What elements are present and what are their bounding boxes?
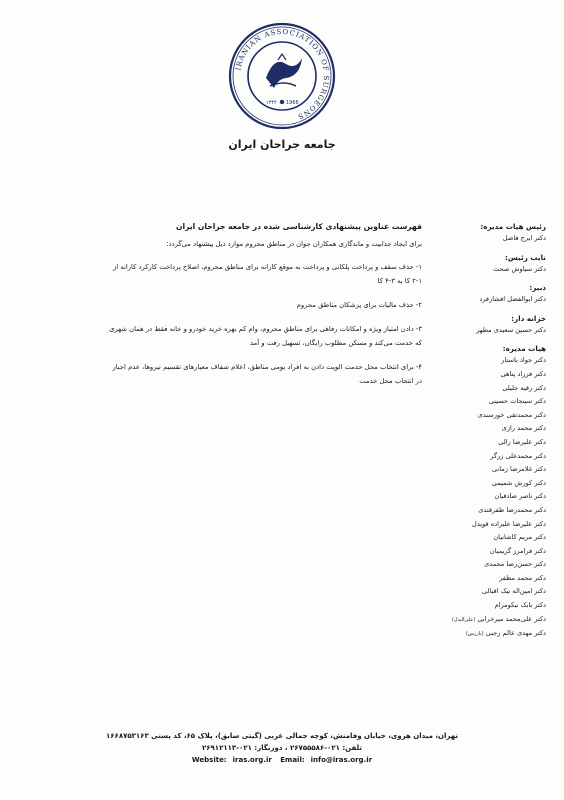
- website-label: Website:: [191, 756, 227, 764]
- board-member: دکتر فرامرز گریمیان: [489, 546, 546, 555]
- board-head-name: دکتر ایرج فاضل: [502, 234, 546, 242]
- vice-name: دکتر سیاوش صحت: [493, 264, 546, 273]
- footer-phones: تلفن: ۰۲۱-۲۶۷۵۵۵۸۶ ، دورنگار: ۰۲۱-۲۶۹۱۲۱۱۳: [201, 744, 362, 752]
- board-member: دکتر فرزاد پناهی: [500, 369, 546, 378]
- email-label: Email:: [280, 756, 305, 764]
- footer-contacts: [0, 754, 564, 766]
- treasurer-name: دکتر حسین سعیدی مطهر: [476, 325, 546, 334]
- board-member: دکتر بابک نیکومرام: [494, 601, 546, 610]
- board-member: دکتر محمدعلی زرگر: [490, 451, 546, 460]
- board-member: دکتر محمدتقی خورسندی: [477, 410, 546, 419]
- letterhead-footer: [0, 730, 564, 766]
- proposal-item: ۴- برای انتخاب محل خدمت الویت دادن به افراد بومی مناطق، اعلام شفاف معیارهای تقسیم نیروها، عدم اجبار در انتخاب محل خدمت: [112, 363, 422, 385]
- letter-body: [104, 222, 422, 398]
- board-member: دکتر حسن‌رضا محمدی: [484, 560, 546, 569]
- secretary-name: دکتر ابوالفضل افشارفرد: [479, 295, 546, 304]
- board-member: دکتر علیرضا زالی: [498, 437, 546, 446]
- board-member: دکتر محمدرضا ظفرقندی: [478, 505, 546, 514]
- footer-address: تهران، میدان هروی، خیابان وفامنش، کوچه جمالی غربی (گیتی سابق)، پلاک ۶۵، کد پستی ۱۶۶۸۷۵۳۱۶۳: [106, 732, 458, 740]
- proposal-item: ۱- حذف سقف و پرداخت پلکانی و پرداخت به موقع کارانه برای مناطق محروم، اصلاح پرداخت کارکرد کارانه از ۱-۲ کا به ۳-۴ کا: [113, 263, 422, 285]
- vice-title: نایب رئیس:: [504, 252, 546, 262]
- alternate-member-name: دکتر علی‌محمد میرخرابی: [477, 614, 546, 623]
- treasurer-title: خزانه دار:: [511, 313, 546, 323]
- inspector-member-note: (بازرس): [465, 631, 484, 638]
- seal-text: IRANIAN ASSOCIATION OF SURGEONS: [234, 27, 331, 121]
- board-member: دکتر علیرضا علیزاده قویدل: [472, 519, 546, 528]
- board-member: دکتر محمد مظفر: [499, 573, 546, 582]
- board-member: دکتر امین‌اله نیک اقبالی: [482, 587, 546, 596]
- inspector-member-name: دکتر مهدی عالم رجبی: [485, 629, 546, 638]
- board-member: دکتر محمد رازی: [501, 424, 546, 433]
- email-link[interactable]: info@iras.org.ir: [310, 756, 373, 764]
- inspector-member: [434, 627, 546, 642]
- board-member: دکتر کورش شمیمی: [491, 478, 546, 487]
- alternate-member: [434, 613, 546, 628]
- board-sidebar: [434, 222, 546, 642]
- association-logo: [226, 20, 338, 132]
- emblem-icon: [266, 54, 302, 88]
- board-head-title: رئیس هیات مدیره:: [480, 222, 546, 231]
- seal-year-right: 1966: [286, 100, 299, 106]
- board-members-list: [434, 354, 546, 641]
- board-member: دکتر غلامرضا زمانی: [491, 465, 546, 474]
- board-member: دکتر سینجات حسینی: [488, 397, 546, 406]
- board-member: دکتر ناصر صادقیان: [494, 492, 546, 501]
- website-link[interactable]: iras.org.ir: [232, 756, 272, 764]
- letter-title: فهرست عناوین پیشنهادی کارشناسی شده در جامعه جراحان ایران: [175, 222, 422, 231]
- board-member: دکتر مریم کاشانیان: [493, 533, 546, 542]
- secretary-title: دبیر:: [529, 283, 546, 293]
- board-member: دکتر جواد باستار: [501, 356, 546, 365]
- board-member: دکتر رقیه جلیلی: [502, 383, 546, 392]
- alternate-member-note: (علی‌البدل): [451, 616, 476, 623]
- organization-name: جامعه جراحان ایران: [228, 138, 336, 151]
- board-title: هیات مدیره:: [502, 344, 546, 354]
- proposal-item: ۲- حذف مالیات برای پزشکان مناطق محروم: [296, 301, 422, 309]
- proposal-item: ۳- دادن امتیاز ویژه و امکانات رفاهی برای مناطق محروم، وام کم بهره خرید خودرو و خانه فقط در همان شهری که خدمت می‌کند و مسکن مطلوب رایگان، تسهیل رفت و آمد: [109, 325, 422, 347]
- letter-intro: برای ایجاد جذابیت و ماندگاری همکاران جوان در مناطق محروم موارد ذیل پیشنهاد می‌گردد:: [166, 240, 422, 248]
- seal-year-left: ۱۳۴۴: [266, 100, 277, 106]
